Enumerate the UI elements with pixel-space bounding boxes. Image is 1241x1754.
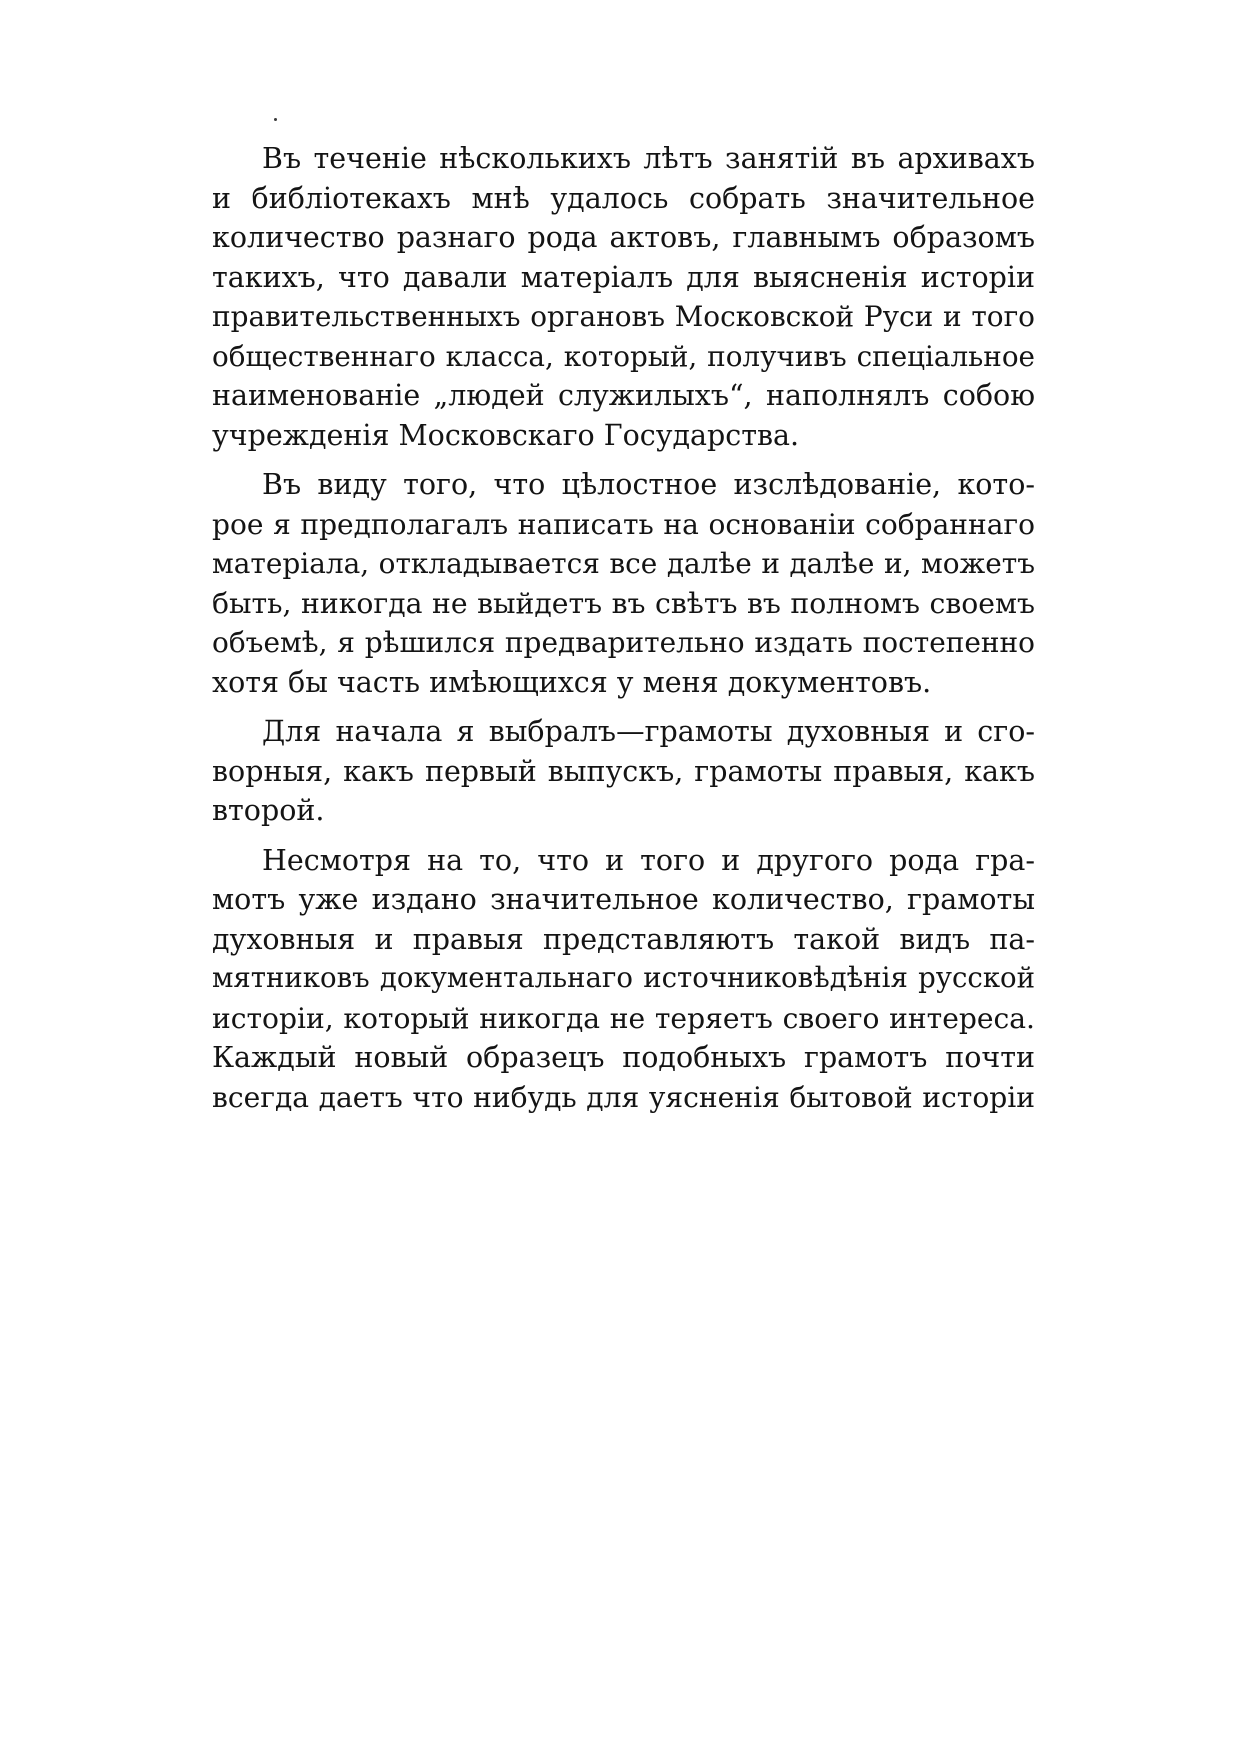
text-line: Въ теченіе нѣсколькихъ лѣтъ занятій въ архивахъ <box>262 142 1035 175</box>
body-text <box>212 139 1035 1127</box>
text-line: такихъ, что давали матеріалъ для выясненія исторіи <box>212 260 1035 294</box>
text-line: хотя бы часть имѣющихся у меня документовъ. <box>212 665 932 699</box>
text-line: общественнаго класса, который, получивъ спеціальное <box>212 339 1035 373</box>
text-line: быть, никогда не выйдетъ въ свѣтъ въ полномъ своемъ <box>212 586 1035 620</box>
text-line: и библіотекахъ мнѣ удалось собрать значительное <box>212 181 1035 215</box>
text-line: рое я предполагалъ написать на основаніи собраннаго <box>212 507 1035 541</box>
paragraph-2 <box>212 465 1035 702</box>
ink-speck <box>274 118 277 121</box>
text-line: Несмотря на то, что и того и другого рода гра- <box>262 843 1035 877</box>
text-line: Для начала я выбралъ—грамоты духовныя и сго- <box>262 715 1035 748</box>
text-line: второй. <box>212 794 325 827</box>
paragraph-4 <box>212 841 1035 1118</box>
text-line: мотъ уже издано значительное количество, грамоты <box>212 883 1035 916</box>
text-line: мятниковъ документальнаго источниковѣдѣнія русской <box>212 962 1035 994</box>
text-line: количество разнаго рода актовъ, главнымъ образомъ <box>212 221 1035 254</box>
text-line: наименованіе „людей служилыхъ“, наполнялъ собою <box>212 379 1035 412</box>
text-line: Каждый новый образецъ подобныхъ грамотъ почти <box>212 1041 1035 1074</box>
text-line: учрежденія Московскаго Государства. <box>212 418 800 452</box>
text-line: всегда даетъ что нибудь для уясненія бытовой исторіи <box>212 1080 1035 1114</box>
paragraph-1 <box>212 139 1035 455</box>
text-line: исторіи, который никогда не теряетъ своего интереса. <box>212 1001 1035 1035</box>
text-line: объемѣ, я рѣшился предварительно издать постепенно <box>212 626 1035 659</box>
text-line: Въ виду того, что цѣлостное изслѣдованіе, кото- <box>262 468 1035 501</box>
text-line: духовныя и правыя представляютъ такой видъ па- <box>212 922 1035 956</box>
text-line: правительственныхъ органовъ Московской Руси и того <box>212 300 1035 333</box>
text-line: матеріала, откладывается все далѣе и далѣе и, можетъ <box>212 547 1035 580</box>
text-line: ворныя, какъ первый выпускъ, грамоты правыя, какъ <box>212 754 1035 788</box>
paragraph-3 <box>212 712 1035 831</box>
